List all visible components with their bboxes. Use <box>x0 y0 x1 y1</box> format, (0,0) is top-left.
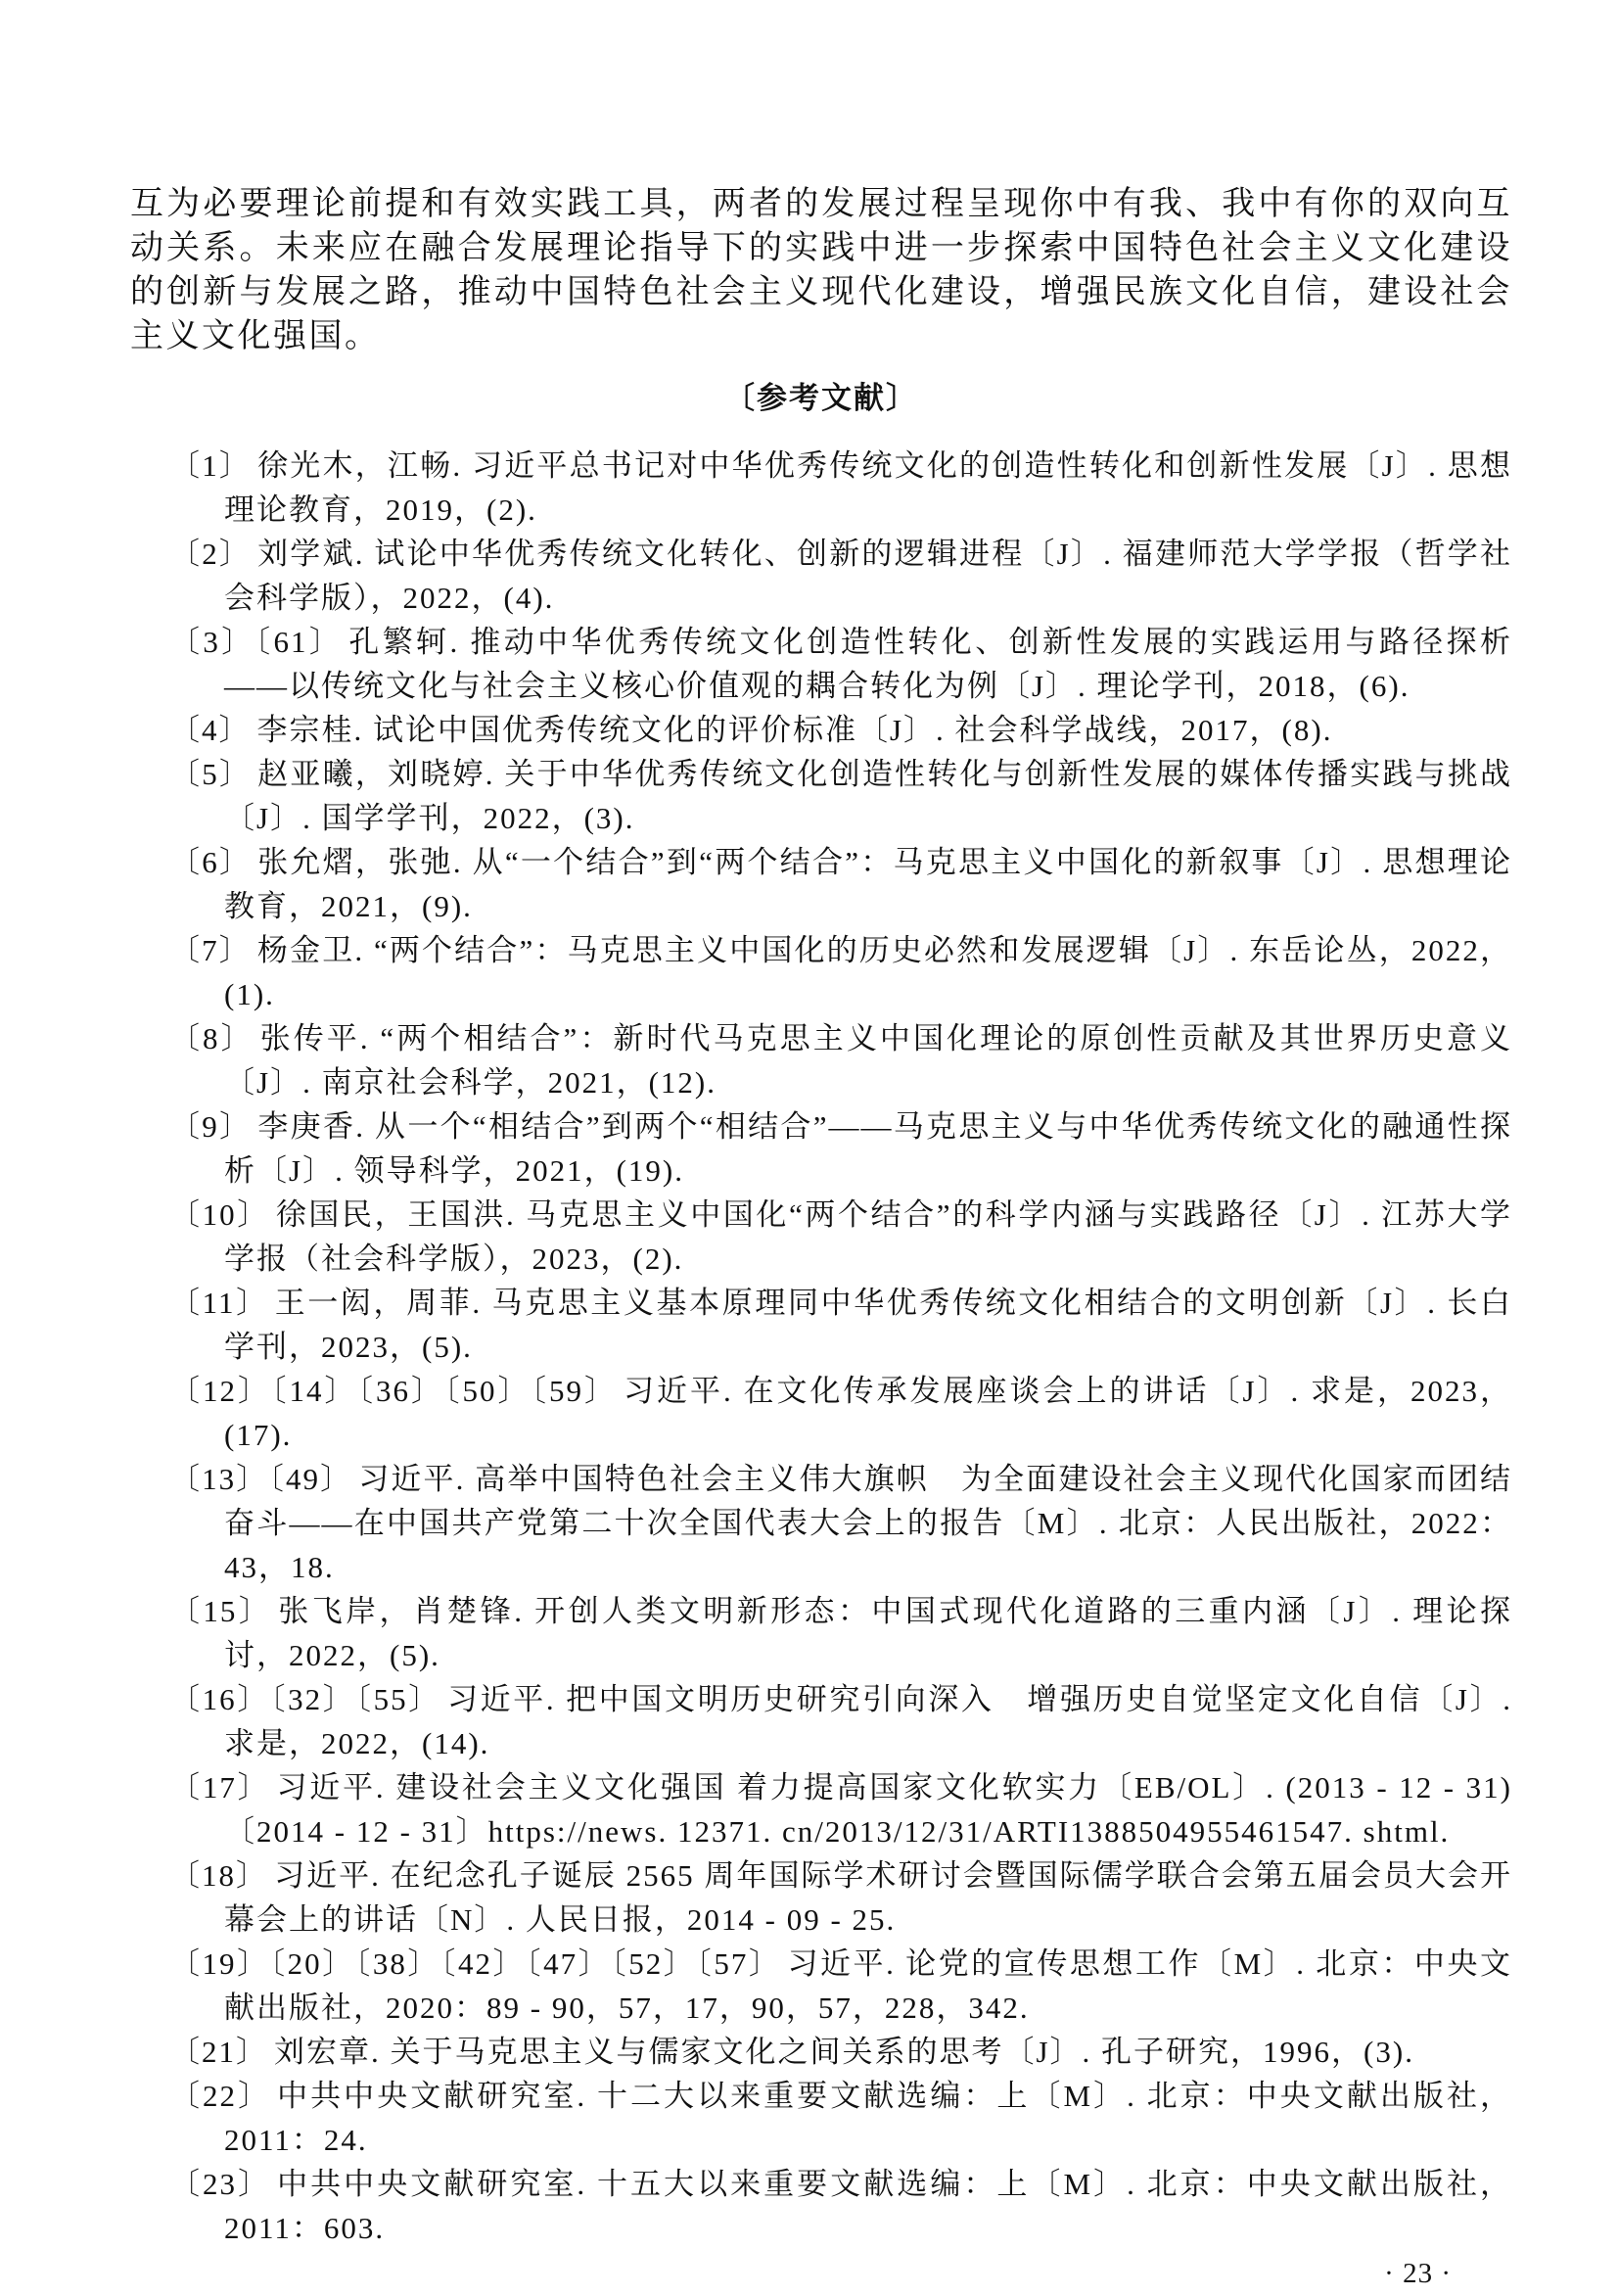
reference-item <box>169 2030 1512 2074</box>
reference-text: 张飞岸，肖楚锋. 开创人类文明新形态：中国式现代化道路的三重内涵〔J〕. 理论探讨，2022，(5). <box>224 1594 1513 1672</box>
reference-label: 〔19〕〔20〕〔38〕〔42〕〔47〕〔52〕〔57〕 <box>169 1946 782 1981</box>
reference-item <box>169 1016 1512 1104</box>
reference-label: 〔4〕 <box>169 713 252 747</box>
reference-label: 〔9〕 <box>169 1109 253 1144</box>
reference-text: 习近平. 在纪念孔子诞辰 2565 周年国际学术研讨会暨国际儒学联合会第五届会员大会开幕会上的讲话〔N〕. 人民日报，2014 - 09 - 25. <box>224 1858 1512 1937</box>
reference-item <box>169 1677 1512 1765</box>
reference-item <box>169 752 1512 840</box>
reference-text: 习近平. 在文化传承发展座谈会上的讲话〔J〕. 求是，2023，(17). <box>224 1374 1513 1452</box>
reference-item <box>169 840 1512 928</box>
reference-text: 刘学斌. 试论中华优秀传统文化转化、创新的逻辑进程〔J〕. 福建师范大学学报（哲学社会科学版），2022，(4). <box>224 537 1513 615</box>
reference-label: 〔21〕 <box>169 2035 268 2069</box>
reference-item <box>169 1853 1512 1942</box>
reference-label: 〔5〕 <box>169 757 253 791</box>
reference-item <box>169 1457 1512 1589</box>
reference-item <box>169 1942 1512 2030</box>
reference-label: 〔12〕〔14〕〔36〕〔50〕〔59〕 <box>169 1374 618 1408</box>
reference-label: 〔2〕 <box>169 537 253 571</box>
page-number: · 23 · <box>1384 2258 1452 2289</box>
reference-label: 〔23〕 <box>169 2167 272 2201</box>
reference-label: 〔11〕 <box>169 1286 269 1320</box>
reference-item <box>169 1104 1512 1193</box>
reference-label: 〔1〕 <box>169 448 253 483</box>
references-list <box>169 444 1512 2250</box>
reference-text: 习近平. 建设社会主义文化强国 着力提高国家文化软实力〔EB/OL〕. (2013 - 12 - 31)〔2014 - 12 - 31〕https://news. 12371. cn/2013/12/31/ARTI1388504955461547. shtml. <box>224 1770 1512 1849</box>
reference-text: 李庚香. 从一个“相结合”到两个“相结合”——马克思主义与中华优秀传统文化的融通性探析〔J〕. 领导科学，2021，(19). <box>224 1109 1512 1188</box>
reference-item <box>169 1281 1512 1369</box>
reference-text: 徐国民，王国洪. 马克思主义中国化“两个结合”的科学内涵与实践路径〔J〕. 江苏大学学报（社会科学版），2023，(2). <box>224 1197 1512 1276</box>
reference-item <box>169 2074 1512 2162</box>
reference-label: 〔22〕 <box>169 2079 272 2113</box>
reference-text: 张传平. “两个相结合”：新时代马克思主义中国化理论的原创性贡献及其世界历史意义〔J〕. 南京社会科学，2021，(12). <box>224 1021 1513 1100</box>
intro-paragraph: 互为必要理论前提和有效实践工具，两者的发展过程呈现你中有我、我中有你的双向互动关系。未来应在融合发展理论指导下的实践中进一步探索中国特色社会主义文化建设的创新与发展之路，推动中国特色社会主义现代化建设，增强民族文化自信，建设社会主义文化强国。 <box>130 186 1512 354</box>
reference-label: 〔6〕 <box>169 845 253 879</box>
reference-text: 刘宏章. 关于马克思主义与儒家文化之间关系的思考〔J〕. 孔子研究，1996，(3). <box>274 2035 1414 2069</box>
reference-item <box>169 1193 1512 1281</box>
reference-text: 赵亚曦，刘晓婷. 关于中华优秀传统文化创造性转化与创新性发展的媒体传播实践与挑战〔J〕. 国学学刊，2022，(3). <box>224 757 1513 835</box>
reference-item <box>169 1765 1512 1853</box>
reference-text: 杨金卫. “两个结合”：马克思主义中国化的历史必然和发展逻辑〔J〕. 东岳论丛，2022，(1). <box>224 933 1512 1011</box>
reference-text: 王一闳，周菲. 马克思主义基本原理同中华优秀传统文化相结合的文明创新〔J〕. 长白学刊，2023，(5). <box>224 1286 1512 1364</box>
reference-label: 〔16〕〔32〕〔55〕 <box>169 1682 441 1716</box>
reference-label: 〔18〕 <box>169 1858 269 1893</box>
reference-item <box>169 708 1512 752</box>
reference-text: 徐光木，江畅. 习近平总书记对中华优秀传统文化的创造性转化和创新性发展〔J〕. 思想理论教育，2019，(2). <box>224 448 1513 527</box>
reference-text: 中共中央文献研究室. 十五大以来重要文献选编：上〔M〕. 北京：中央文献出版社，2011：603. <box>224 2167 1512 2245</box>
reference-text: 习近平. 论党的宣传思想工作〔M〕. 北京：中央文献出版社，2020：89 - 90，57，17，90，57，228，342. <box>224 1946 1513 2025</box>
reference-label: 〔8〕 <box>169 1021 254 1055</box>
reference-item <box>169 620 1512 708</box>
reference-item <box>169 444 1512 532</box>
reference-text: 中共中央文献研究室. 十二大以来重要文献选编：上〔M〕. 北京：中央文献出版社，2011：24. <box>224 2079 1512 2157</box>
reference-item <box>169 928 1512 1016</box>
reference-item <box>169 1589 1512 1677</box>
reference-item <box>169 532 1512 620</box>
reference-label: 〔7〕 <box>169 933 252 967</box>
reference-label: 〔3〕〔61〕 <box>169 625 344 659</box>
references-heading: 〔参考文献〕 <box>724 381 918 415</box>
reference-text: 习近平. 把中国文明历史研究引向深入 增强历史自觉坚定文化自信〔J〕. 求是，2022，(14). <box>224 1682 1513 1760</box>
reference-label: 〔17〕 <box>169 1770 271 1804</box>
reference-text: 李宗桂. 试论中国优秀传统文化的评价标准〔J〕. 社会科学战线，2017，(8). <box>256 713 1333 747</box>
reference-item <box>169 1369 1512 1457</box>
reference-item <box>169 2162 1512 2250</box>
reference-label: 〔15〕 <box>169 1594 273 1628</box>
reference-text: 习近平. 高举中国特色社会主义伟大旗帜 为全面建设社会主义现代化国家而团结奋斗——在中国共产党第二十次全国代表大会上的报告〔M〕. 北京：人民出版社，2022：43，18. <box>224 1462 1512 1584</box>
reference-text: 张允熠，张弛. 从“一个结合”到“两个结合”：马克思主义中国化的新叙事〔J〕. 思想理论教育，2021，(9). <box>224 845 1512 923</box>
reference-label: 〔13〕〔49〕 <box>169 1462 353 1496</box>
reference-text: 孔繁轲. 推动中华优秀传统文化创造性转化、创新性发展的实践运用与路径探析——以传统文化与社会主义核心价值观的耦合转化为例〔J〕. 理论学刊，2018，(6). <box>224 625 1512 703</box>
reference-label: 〔10〕 <box>169 1197 270 1232</box>
